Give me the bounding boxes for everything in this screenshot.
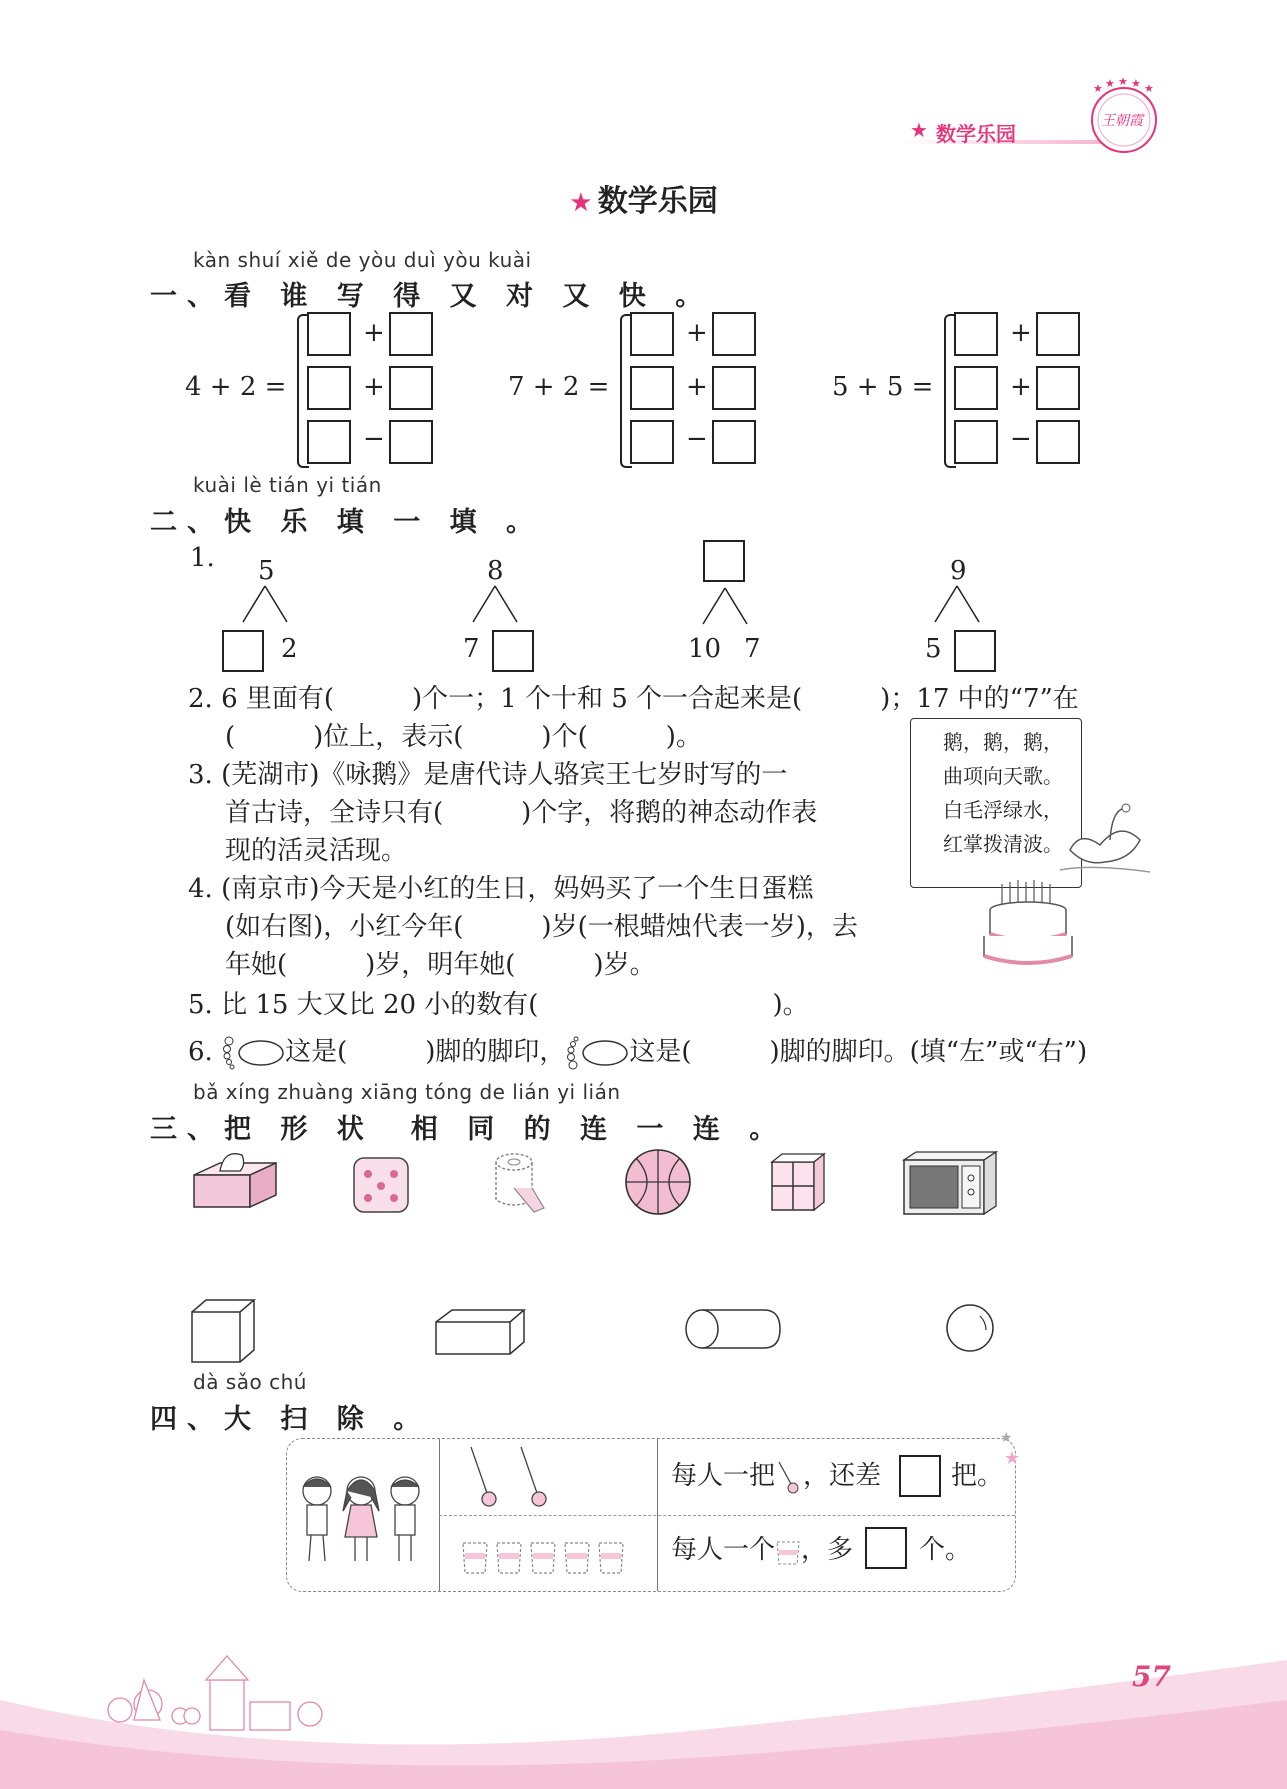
answer-box[interactable] <box>712 366 756 410</box>
divider <box>439 1515 1015 1516</box>
microwave-icon[interactable] <box>900 1148 1000 1220</box>
children-icon <box>295 1465 431 1575</box>
answer-box[interactable] <box>307 420 351 464</box>
row1-text <box>671 1457 881 1495</box>
tree4-right-box[interactable] <box>954 630 996 672</box>
q3-line2: 首古诗，全诗只有( )个字，将鹅的神态动作表 <box>225 798 818 828</box>
row1-b: ，还差 <box>803 1461 882 1491</box>
operator: + <box>686 372 708 402</box>
q2-line1: 2. 6 里面有( )个一；1 个十和 5 个一合起来是( )；17 中的“7”在 <box>188 684 1079 714</box>
header-star-icon: ★ <box>910 118 928 142</box>
tree3-top-box[interactable] <box>703 540 745 582</box>
operator: − <box>1010 424 1032 454</box>
section3-heading: 三、把 形 状 相 同 的 连 一 连 。 <box>150 1114 787 1145</box>
row2-a: 每人一个 <box>671 1535 776 1565</box>
tree1-left-box[interactable] <box>222 630 264 672</box>
operator: + <box>363 372 385 402</box>
answer-box[interactable] <box>630 312 674 356</box>
q6-part2: 这是( )脚的脚印。(填“左”或“右”) <box>629 1037 1088 1067</box>
svg-text:★: ★ <box>1118 78 1128 88</box>
row2-b: ，多 <box>801 1535 854 1565</box>
poem-line: 鹅，鹅，鹅， <box>943 730 1063 754</box>
operator: + <box>686 318 708 348</box>
tree4-lines <box>932 584 982 624</box>
page-number: 57 <box>1132 1660 1171 1693</box>
tissue-box-icon[interactable] <box>190 1145 280 1217</box>
tree4-left: 5 <box>925 634 942 664</box>
svg-text:★: ★ <box>1105 78 1115 90</box>
section4-heading: 四、大 扫 除 。 <box>150 1404 431 1435</box>
equation-1 <box>185 312 445 468</box>
operator: − <box>363 424 385 454</box>
answer-box[interactable] <box>307 312 351 356</box>
section2-heading: 二、快 乐 填 一 填 。 <box>150 507 543 538</box>
operator: + <box>363 318 385 348</box>
operator: − <box>686 424 708 454</box>
tree1-lines <box>240 584 290 624</box>
poem-line: 曲项向天歌。 <box>943 764 1063 788</box>
svg-text:★: ★ <box>1144 82 1154 95</box>
tree3-left: 10 <box>688 634 722 664</box>
logo-text: 王朝霞 <box>1101 113 1143 129</box>
tree3-right: 7 <box>744 634 761 664</box>
title-star-icon: ★ <box>569 188 593 218</box>
answer-box[interactable] <box>389 312 433 356</box>
q6-part1: 这是( )脚的脚印， <box>285 1037 566 1067</box>
answer-box[interactable] <box>630 366 674 410</box>
left-footprint-icon <box>221 1035 285 1071</box>
page-title-row <box>0 176 1287 220</box>
header <box>900 100 1260 150</box>
section1-pinyin: kàn shuí xiě de yòu duì yòu kuài <box>193 248 532 272</box>
page-title: 数学乐园 <box>597 184 718 219</box>
broom-shortage-box[interactable] <box>899 1455 941 1497</box>
q1-label: 1. <box>190 543 215 573</box>
castle-icon <box>100 1650 340 1740</box>
answer-box[interactable] <box>389 420 433 464</box>
q6-num: 6. <box>188 1037 213 1067</box>
logo <box>1085 78 1163 156</box>
answer-box[interactable] <box>954 366 998 410</box>
brooms-icon <box>457 1443 567 1511</box>
row2-c: 个。 <box>919 1535 972 1565</box>
answer-box[interactable] <box>954 420 998 464</box>
tree2-right-box[interactable] <box>492 630 534 672</box>
answer-box[interactable] <box>1036 366 1080 410</box>
bucket-extra-box[interactable] <box>865 1527 907 1569</box>
row1-a: 每人一把 <box>671 1461 776 1491</box>
equation-3 <box>832 312 1092 468</box>
answer-box[interactable] <box>389 366 433 410</box>
answer-box[interactable] <box>712 312 756 356</box>
answer-box[interactable] <box>630 420 674 464</box>
cube-shape-icon[interactable] <box>188 1296 260 1366</box>
operator: + <box>1010 372 1032 402</box>
right-footprint-icon <box>565 1035 629 1071</box>
svg-text:★: ★ <box>1131 78 1141 90</box>
tree2-lines <box>470 584 520 624</box>
q3-line3: 现的活灵活现。 <box>225 836 408 866</box>
dice-icon[interactable] <box>348 1148 418 1218</box>
cuboid-shape-icon[interactable] <box>432 1306 528 1358</box>
cleanup-table <box>286 1438 1016 1592</box>
q4-line3: 年她( )岁，明年她( )岁。 <box>225 950 656 980</box>
q5: 5. 比 15 大又比 20 小的数有( )。 <box>188 990 809 1020</box>
answer-box[interactable] <box>712 420 756 464</box>
header-title: 数学乐园 <box>936 122 1016 146</box>
q4-line2: (如右图)，小红今年( )岁(一根蜡烛代表一岁)，去 <box>225 912 858 942</box>
answer-box[interactable] <box>954 312 998 356</box>
cake-icon <box>980 876 1076 968</box>
row2-text <box>671 1531 853 1569</box>
answer-box[interactable] <box>1036 312 1080 356</box>
goose-icon <box>1050 800 1160 880</box>
section3-pinyin: bǎ xíng zhuàng xiāng tóng de lián yi lián <box>193 1080 621 1104</box>
tree2-left: 7 <box>463 634 480 664</box>
decor-star-icon: ★ <box>1004 1448 1021 1469</box>
operator: + <box>1010 318 1032 348</box>
tree3-lines <box>700 586 750 626</box>
cylinder-shape-icon[interactable] <box>682 1306 784 1352</box>
poem-line: 白毛浮绿水， <box>943 798 1063 822</box>
q6-row <box>188 1033 1087 1071</box>
section1-heading: 一、看 谁 写 得 又 对 又 快 。 <box>150 281 713 312</box>
equation-2 <box>508 312 768 468</box>
decor-star-icon: ★ <box>1000 1430 1013 1446</box>
equation-1-left: 4 + 2 = <box>185 372 287 402</box>
q4-line1: 4. (南京市)今天是小红的生日，妈妈买了一个生日蛋糕 <box>188 874 814 904</box>
bucket-icon <box>775 1536 801 1566</box>
sphere-shape-icon[interactable] <box>944 1302 996 1354</box>
toilet-paper-icon[interactable] <box>484 1148 554 1218</box>
answer-box[interactable] <box>307 366 351 410</box>
poem-line: 红掌拨清波。 <box>943 832 1063 856</box>
q2-line2: ( )位上，表示( )个( )。 <box>225 722 702 752</box>
equation-2-left: 7 + 2 = <box>508 372 610 402</box>
equation-3-left: 5 + 5 = <box>832 372 934 402</box>
tree1-right: 2 <box>281 634 298 664</box>
section4-pinyin: dà sǎo chú <box>193 1370 307 1394</box>
tree1-top: 5 <box>258 556 275 586</box>
svg-text:★: ★ <box>1093 82 1103 95</box>
buckets-icon <box>457 1529 647 1579</box>
gift-box-icon[interactable] <box>768 1152 828 1214</box>
tree2-top: 8 <box>487 556 504 586</box>
section2-pinyin: kuài lè tián yi tián <box>193 473 382 497</box>
q3-line1: 3. (芜湖市)《咏鹅》是唐代诗人骆宾王七岁时写的一 <box>188 760 788 790</box>
broom-icon <box>775 1460 803 1494</box>
tree4-top: 9 <box>950 556 967 586</box>
ball-icon[interactable] <box>622 1146 694 1218</box>
answer-box[interactable] <box>1036 420 1080 464</box>
row1-c: 把。 <box>951 1461 1004 1491</box>
